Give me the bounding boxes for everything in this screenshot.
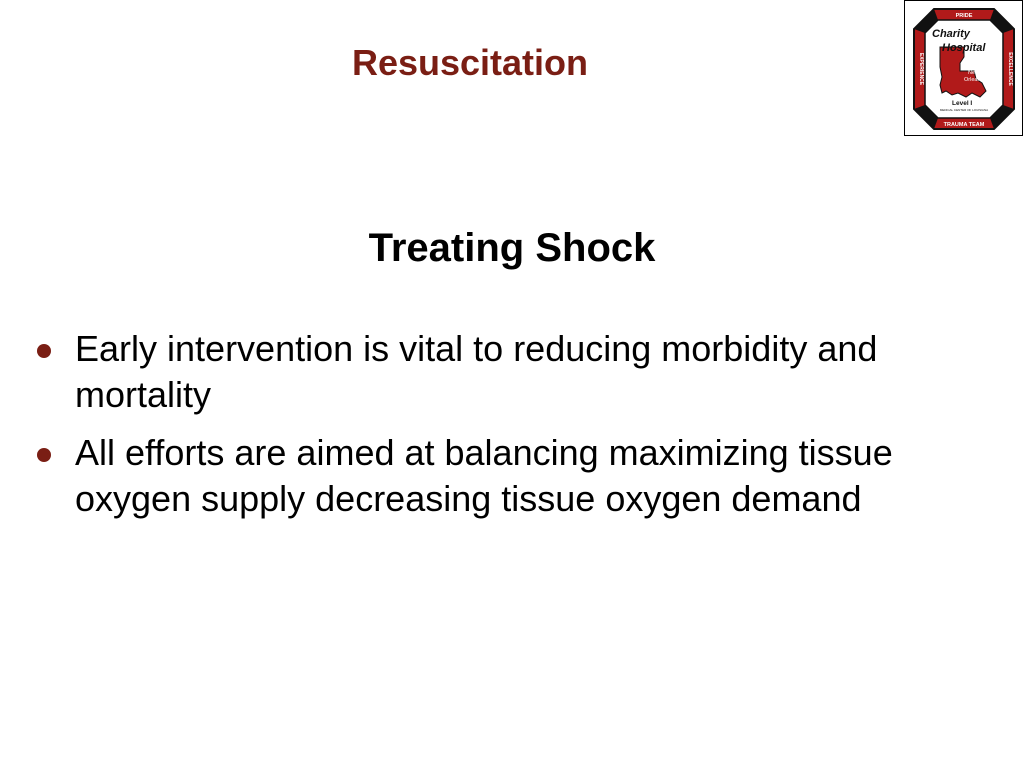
trauma-team-octagon-emblem (912, 7, 1016, 131)
logo-city-line1: New (968, 70, 980, 76)
bullet-text: All efforts are aimed at balancing maximizing tissue oxygen supply decreasing tissue oxygen demand (75, 432, 893, 519)
section-title: Resuscitation (351, 42, 589, 83)
bullet-item (0, 430, 1024, 522)
bullet-dot-icon (37, 448, 51, 462)
bullet-list (0, 326, 1024, 534)
charity-hospital-logo (904, 0, 1023, 136)
bullet-dot-icon (37, 344, 51, 358)
logo-right-text: EXCELLENCE (1007, 52, 1013, 86)
bullet-text: Early intervention is vital to reducing morbidity and mortality (75, 328, 878, 415)
logo-subtitle: MEDICAL CENTER OF LOUISIANA (939, 108, 989, 112)
slide-title: Treating Shock (368, 226, 656, 270)
logo-name-line2: Hospital (942, 42, 986, 54)
logo-bottom-text: TRAUMA TEAM (943, 122, 985, 128)
logo-left-text: EXPERIENCE (918, 52, 924, 86)
logo-top-text: PRIDE (955, 13, 973, 19)
logo-level-text: Level I (952, 100, 973, 107)
logo-city-line2: Orleans (964, 77, 984, 83)
bullet-item (0, 326, 1024, 418)
logo-name-line1: Charity (932, 28, 970, 40)
